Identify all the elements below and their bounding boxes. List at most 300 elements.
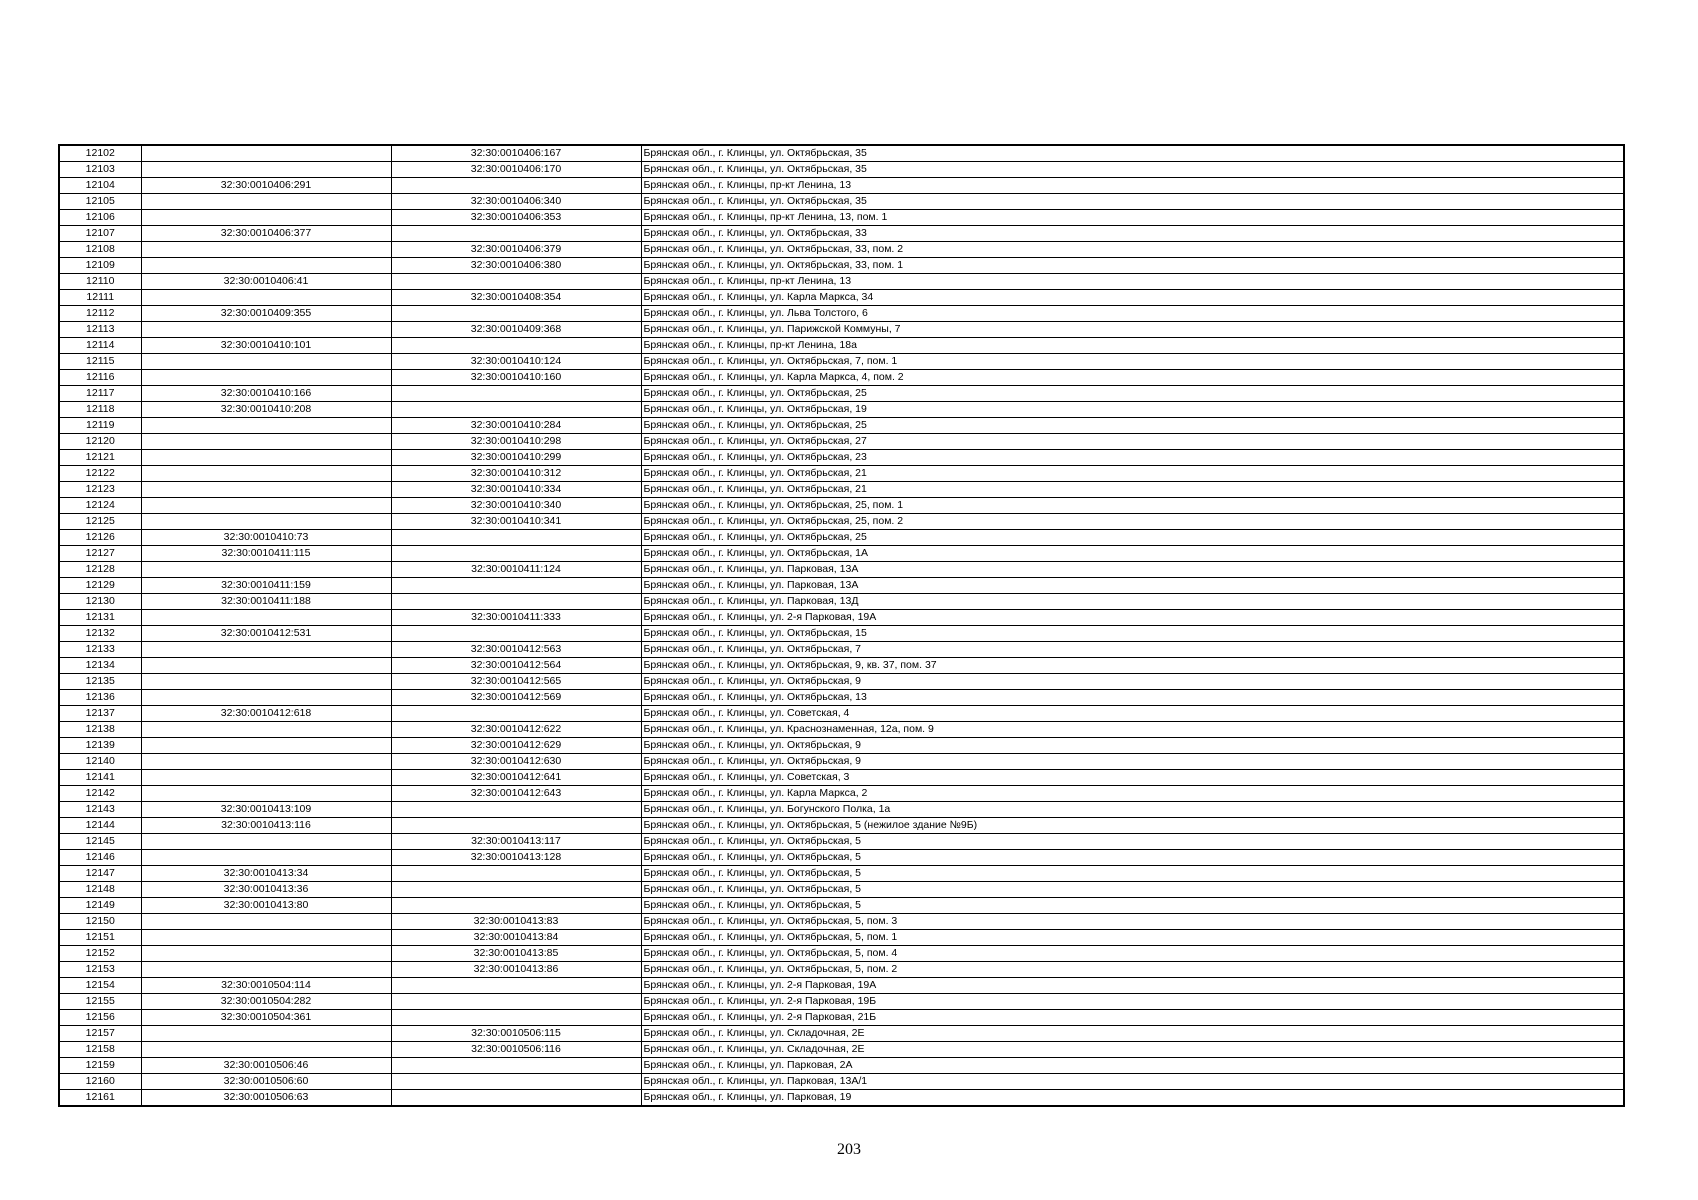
table-row xyxy=(59,354,1624,370)
cadastral-number-cell: 32:30:0010413:109 xyxy=(141,802,391,818)
table-row xyxy=(59,210,1624,226)
address-cell: Брянская обл., г. Клинцы, ул. Октябрьская, 9 xyxy=(641,674,1624,690)
address-cell: Брянская обл., г. Клинцы, ул. Льва Толстого, 6 xyxy=(641,306,1624,322)
table-row xyxy=(59,418,1624,434)
table-row xyxy=(59,866,1624,882)
row-number-cell: 12147 xyxy=(59,866,141,882)
row-number-cell: 12141 xyxy=(59,770,141,786)
row-number-cell: 12121 xyxy=(59,450,141,466)
cadastral-number-alt-cell xyxy=(391,402,641,418)
table-row xyxy=(59,498,1624,514)
cadastral-number-alt-cell xyxy=(391,386,641,402)
table-row xyxy=(59,818,1624,834)
cadastral-number-cell xyxy=(141,562,391,578)
address-cell: Брянская обл., г. Клинцы, ул. Октябрьская, 1А xyxy=(641,546,1624,562)
row-number-cell: 12104 xyxy=(59,178,141,194)
table-row xyxy=(59,290,1624,306)
cadastral-number-cell xyxy=(141,482,391,498)
cadastral-number-cell: 32:30:0010411:115 xyxy=(141,546,391,562)
table-row xyxy=(59,482,1624,498)
row-number-cell: 12126 xyxy=(59,530,141,546)
address-cell: Брянская обл., г. Клинцы, ул. Октябрьская, 9 xyxy=(641,754,1624,770)
address-cell: Брянская обл., г. Клинцы, ул. 2-я Парковая, 19А xyxy=(641,978,1624,994)
cadastral-number-alt-cell: 32:30:0010410:284 xyxy=(391,418,641,434)
row-number-cell: 12160 xyxy=(59,1074,141,1090)
row-number-cell: 12148 xyxy=(59,882,141,898)
cadastral-number-cell: 32:30:0010406:41 xyxy=(141,274,391,290)
cadastral-number-alt-cell xyxy=(391,882,641,898)
cadastral-number-cell xyxy=(141,722,391,738)
row-number-cell: 12127 xyxy=(59,546,141,562)
cadastral-number-cell xyxy=(141,738,391,754)
row-number-cell: 12102 xyxy=(59,145,141,162)
cadastral-number-cell xyxy=(141,1026,391,1042)
cadastral-number-cell xyxy=(141,322,391,338)
cadastral-number-cell: 32:30:0010413:34 xyxy=(141,866,391,882)
cadastral-number-alt-cell: 32:30:0010412:629 xyxy=(391,738,641,754)
address-cell: Брянская обл., г. Клинцы, ул. Складочная, 2Е xyxy=(641,1026,1624,1042)
address-cell: Брянская обл., г. Клинцы, ул. 2-я Парковая, 19А xyxy=(641,610,1624,626)
table-row xyxy=(59,978,1624,994)
address-cell: Брянская обл., г. Клинцы, ул. Парковая, 13А xyxy=(641,562,1624,578)
address-cell: Брянская обл., г. Клинцы, ул. Октябрьская, 13 xyxy=(641,690,1624,706)
table-row xyxy=(59,1058,1624,1074)
table-row xyxy=(59,258,1624,274)
table-row xyxy=(59,514,1624,530)
row-number-cell: 12114 xyxy=(59,338,141,354)
cadastral-number-cell xyxy=(141,674,391,690)
cadastral-number-alt-cell: 32:30:0010406:167 xyxy=(391,145,641,162)
row-number-cell: 12151 xyxy=(59,930,141,946)
cadastral-number-alt-cell: 32:30:0010410:299 xyxy=(391,450,641,466)
address-cell: Брянская обл., г. Клинцы, ул. Октябрьская, 21 xyxy=(641,482,1624,498)
row-number-cell: 12135 xyxy=(59,674,141,690)
address-cell: Брянская обл., г. Клинцы, пр-кт Ленина, 18а xyxy=(641,338,1624,354)
cadastral-number-cell xyxy=(141,962,391,978)
row-number-cell: 12129 xyxy=(59,578,141,594)
table-row xyxy=(59,738,1624,754)
table-row xyxy=(59,722,1624,738)
cadastral-number-cell xyxy=(141,754,391,770)
cadastral-number-alt-cell xyxy=(391,706,641,722)
row-number-cell: 12140 xyxy=(59,754,141,770)
address-cell: Брянская обл., г. Клинцы, ул. Октябрьская, 5, пом. 1 xyxy=(641,930,1624,946)
address-cell: Брянская обл., г. Клинцы, ул. Октябрьская, 9, кв. 37, пом. 37 xyxy=(641,658,1624,674)
row-number-cell: 12107 xyxy=(59,226,141,242)
row-number-cell: 12123 xyxy=(59,482,141,498)
cadastral-number-alt-cell: 32:30:0010413:84 xyxy=(391,930,641,946)
table-row xyxy=(59,226,1624,242)
cadastral-number-alt-cell: 32:30:0010412:622 xyxy=(391,722,641,738)
address-cell: Брянская обл., г. Клинцы, ул. 2-я Парковая, 19Б xyxy=(641,994,1624,1010)
cadastral-number-cell: 32:30:0010410:166 xyxy=(141,386,391,402)
cadastral-number-alt-cell: 32:30:0010411:333 xyxy=(391,610,641,626)
address-cell: Брянская обл., г. Клинцы, ул. Краснознаменная, 12а, пом. 9 xyxy=(641,722,1624,738)
cadastral-number-alt-cell: 32:30:0010413:128 xyxy=(391,850,641,866)
cadastral-number-cell: 32:30:0010412:531 xyxy=(141,626,391,642)
cadastral-number-cell: 32:30:0010506:46 xyxy=(141,1058,391,1074)
row-number-cell: 12157 xyxy=(59,1026,141,1042)
row-number-cell: 12158 xyxy=(59,1042,141,1058)
cadastral-number-alt-cell: 32:30:0010410:124 xyxy=(391,354,641,370)
cadastral-number-cell xyxy=(141,354,391,370)
cadastral-number-cell xyxy=(141,498,391,514)
row-number-cell: 12111 xyxy=(59,290,141,306)
table-row xyxy=(59,1074,1624,1090)
table-row xyxy=(59,962,1624,978)
address-cell: Брянская обл., г. Клинцы, ул. Октябрьская, 35 xyxy=(641,194,1624,210)
cadastral-number-alt-cell: 32:30:0010506:115 xyxy=(391,1026,641,1042)
cadastral-number-cell: 32:30:0010504:282 xyxy=(141,994,391,1010)
row-number-cell: 12103 xyxy=(59,162,141,178)
address-cell: Брянская обл., г. Клинцы, ул. Октябрьская, 5, пом. 2 xyxy=(641,962,1624,978)
address-cell: Брянская обл., г. Клинцы, ул. Советская, 3 xyxy=(641,770,1624,786)
cadastral-number-alt-cell: 32:30:0010406:353 xyxy=(391,210,641,226)
address-cell: Брянская обл., г. Клинцы, ул. Октябрьская, 33, пом. 1 xyxy=(641,258,1624,274)
cadastral-number-alt-cell xyxy=(391,866,641,882)
row-number-cell: 12124 xyxy=(59,498,141,514)
cadastral-number-alt-cell xyxy=(391,274,641,290)
cadastral-number-alt-cell xyxy=(391,1058,641,1074)
row-number-cell: 12112 xyxy=(59,306,141,322)
cadastral-number-cell: 32:30:0010409:355 xyxy=(141,306,391,322)
cadastral-number-cell: 32:30:0010413:80 xyxy=(141,898,391,914)
row-number-cell: 12120 xyxy=(59,434,141,450)
address-cell: Брянская обл., г. Клинцы, ул. Октябрьская, 5 xyxy=(641,882,1624,898)
table-row xyxy=(59,626,1624,642)
row-number-cell: 12117 xyxy=(59,386,141,402)
row-number-cell: 12132 xyxy=(59,626,141,642)
row-number-cell: 12113 xyxy=(59,322,141,338)
table-row xyxy=(59,1090,1624,1107)
address-cell: Брянская обл., г. Клинцы, ул. Парковая, 13А xyxy=(641,578,1624,594)
table-row xyxy=(59,754,1624,770)
address-cell: Брянская обл., г. Клинцы, ул. Карла Маркса, 2 xyxy=(641,786,1624,802)
table-row xyxy=(59,562,1624,578)
row-number-cell: 12108 xyxy=(59,242,141,258)
cadastral-number-cell: 32:30:0010413:36 xyxy=(141,882,391,898)
row-number-cell: 12134 xyxy=(59,658,141,674)
address-cell: Брянская обл., г. Клинцы, ул. Октябрьская, 21 xyxy=(641,466,1624,482)
row-number-cell: 12109 xyxy=(59,258,141,274)
cadastral-number-cell: 32:30:0010406:291 xyxy=(141,178,391,194)
cadastral-number-alt-cell xyxy=(391,1010,641,1026)
cadastral-number-cell xyxy=(141,850,391,866)
table-row xyxy=(59,402,1624,418)
table-row xyxy=(59,706,1624,722)
cadastral-number-alt-cell: 32:30:0010406:379 xyxy=(391,242,641,258)
cadastral-number-alt-cell: 32:30:0010413:86 xyxy=(391,962,641,978)
table-row xyxy=(59,450,1624,466)
cadastral-number-alt-cell xyxy=(391,898,641,914)
row-number-cell: 12155 xyxy=(59,994,141,1010)
address-cell: Брянская обл., г. Клинцы, ул. Октябрьская, 35 xyxy=(641,145,1624,162)
row-number-cell: 12149 xyxy=(59,898,141,914)
registry-table-body xyxy=(59,145,1624,1106)
row-number-cell: 12153 xyxy=(59,962,141,978)
cadastral-number-cell: 32:30:0010410:101 xyxy=(141,338,391,354)
cadastral-number-alt-cell: 32:30:0010410:298 xyxy=(391,434,641,450)
table-row xyxy=(59,338,1624,354)
address-cell: Брянская обл., г. Клинцы, ул. Парковая, 19 xyxy=(641,1090,1624,1107)
table-row xyxy=(59,162,1624,178)
cadastral-number-cell xyxy=(141,210,391,226)
row-number-cell: 12138 xyxy=(59,722,141,738)
row-number-cell: 12105 xyxy=(59,194,141,210)
table-row xyxy=(59,658,1624,674)
cadastral-number-cell xyxy=(141,418,391,434)
page-number: 203 xyxy=(837,1141,861,1158)
cadastral-number-alt-cell xyxy=(391,818,641,834)
cadastral-number-cell: 32:30:0010411:188 xyxy=(141,594,391,610)
cadastral-number-alt-cell: 32:30:0010412:565 xyxy=(391,674,641,690)
address-cell: Брянская обл., г. Клинцы, ул. Октябрьская, 33, пом. 2 xyxy=(641,242,1624,258)
row-number-cell: 12131 xyxy=(59,610,141,626)
cadastral-number-alt-cell: 32:30:0010410:160 xyxy=(391,370,641,386)
row-number-cell: 12139 xyxy=(59,738,141,754)
row-number-cell: 12159 xyxy=(59,1058,141,1074)
cadastral-number-cell xyxy=(141,242,391,258)
cadastral-number-alt-cell: 32:30:0010411:124 xyxy=(391,562,641,578)
cadastral-number-cell xyxy=(141,786,391,802)
cadastral-number-alt-cell xyxy=(391,530,641,546)
row-number-cell: 12118 xyxy=(59,402,141,418)
address-cell: Брянская обл., г. Клинцы, ул. Парковая, 13А/1 xyxy=(641,1074,1624,1090)
row-number-cell: 12156 xyxy=(59,1010,141,1026)
cadastral-number-alt-cell: 32:30:0010412:569 xyxy=(391,690,641,706)
cadastral-number-alt-cell: 32:30:0010412:563 xyxy=(391,642,641,658)
cadastral-number-cell xyxy=(141,930,391,946)
cadastral-number-alt-cell xyxy=(391,994,641,1010)
address-cell: Брянская обл., г. Клинцы, ул. Карла Маркса, 34 xyxy=(641,290,1624,306)
cadastral-number-cell xyxy=(141,770,391,786)
cadastral-number-alt-cell: 32:30:0010413:83 xyxy=(391,914,641,930)
row-number-cell: 12115 xyxy=(59,354,141,370)
row-number-cell: 12128 xyxy=(59,562,141,578)
cadastral-number-alt-cell: 32:30:0010412:641 xyxy=(391,770,641,786)
address-cell: Брянская обл., г. Клинцы, ул. Октябрьская, 5 xyxy=(641,850,1624,866)
row-number-cell: 12136 xyxy=(59,690,141,706)
row-number-cell: 12145 xyxy=(59,834,141,850)
cadastral-number-alt-cell: 32:30:0010406:340 xyxy=(391,194,641,210)
table-row xyxy=(59,802,1624,818)
address-cell: Брянская обл., г. Клинцы, ул. Октябрьская, 25, пом. 2 xyxy=(641,514,1624,530)
address-cell: Брянская обл., г. Клинцы, ул. Октябрьская, 27 xyxy=(641,434,1624,450)
address-cell: Брянская обл., г. Клинцы, ул. Октябрьская, 15 xyxy=(641,626,1624,642)
cadastral-number-alt-cell: 32:30:0010410:341 xyxy=(391,514,641,530)
cadastral-number-cell: 32:30:0010411:159 xyxy=(141,578,391,594)
address-cell: Брянская обл., г. Клинцы, ул. Богунского Полка, 1а xyxy=(641,802,1624,818)
address-cell: Брянская обл., г. Клинцы, ул. Советская, 4 xyxy=(641,706,1624,722)
cadastral-number-alt-cell: 32:30:0010410:340 xyxy=(391,498,641,514)
table-row xyxy=(59,1042,1624,1058)
table-row xyxy=(59,546,1624,562)
table-row xyxy=(59,882,1624,898)
table-row xyxy=(59,1010,1624,1026)
address-cell: Брянская обл., г. Клинцы, ул. Карла Маркса, 4, пом. 2 xyxy=(641,370,1624,386)
address-cell: Брянская обл., г. Клинцы, ул. Октябрьская, 5, пом. 4 xyxy=(641,946,1624,962)
cadastral-number-cell: 32:30:0010504:114 xyxy=(141,978,391,994)
cadastral-number-cell: 32:30:0010413:116 xyxy=(141,818,391,834)
table-row xyxy=(59,242,1624,258)
row-number-cell: 12154 xyxy=(59,978,141,994)
cadastral-number-cell xyxy=(141,434,391,450)
cadastral-number-alt-cell xyxy=(391,1074,641,1090)
cadastral-number-alt-cell: 32:30:0010406:380 xyxy=(391,258,641,274)
row-number-cell: 12146 xyxy=(59,850,141,866)
cadastral-number-alt-cell xyxy=(391,338,641,354)
address-cell: Брянская обл., г. Клинцы, ул. Октябрьская, 5, пом. 3 xyxy=(641,914,1624,930)
address-cell: Брянская обл., г. Клинцы, ул. Октябрьская, 35 xyxy=(641,162,1624,178)
cadastral-number-alt-cell xyxy=(391,578,641,594)
row-number-cell: 12137 xyxy=(59,706,141,722)
address-cell: Брянская обл., г. Клинцы, ул. 2-я Парковая, 21Б xyxy=(641,1010,1624,1026)
row-number-cell: 12150 xyxy=(59,914,141,930)
cadastral-number-cell: 32:30:0010412:618 xyxy=(141,706,391,722)
address-cell: Брянская обл., г. Клинцы, ул. Октябрьская, 7 xyxy=(641,642,1624,658)
address-cell: Брянская обл., г. Клинцы, ул. Парковая, 2А xyxy=(641,1058,1624,1074)
cadastral-number-alt-cell: 32:30:0010413:85 xyxy=(391,946,641,962)
table-row xyxy=(59,178,1624,194)
cadastral-number-cell: 32:30:0010410:73 xyxy=(141,530,391,546)
cadastral-number-alt-cell xyxy=(391,546,641,562)
cadastral-number-cell: 32:30:0010410:208 xyxy=(141,402,391,418)
address-cell: Брянская обл., г. Клинцы, ул. Октябрьская, 25, пом. 1 xyxy=(641,498,1624,514)
table-row xyxy=(59,530,1624,546)
table-row xyxy=(59,322,1624,338)
cadastral-number-cell xyxy=(141,194,391,210)
property-registry-table xyxy=(58,144,1625,1107)
row-number-cell: 12133 xyxy=(59,642,141,658)
table-row xyxy=(59,466,1624,482)
cadastral-number-alt-cell: 32:30:0010410:334 xyxy=(391,482,641,498)
row-number-cell: 12152 xyxy=(59,946,141,962)
table-row xyxy=(59,770,1624,786)
cadastral-number-cell xyxy=(141,914,391,930)
row-number-cell: 12144 xyxy=(59,818,141,834)
table-row xyxy=(59,994,1624,1010)
table-row xyxy=(59,850,1624,866)
cadastral-number-cell xyxy=(141,642,391,658)
cadastral-number-cell xyxy=(141,514,391,530)
cadastral-number-alt-cell xyxy=(391,594,641,610)
cadastral-number-alt-cell: 32:30:0010506:116 xyxy=(391,1042,641,1058)
cadastral-number-cell xyxy=(141,162,391,178)
cadastral-number-alt-cell: 32:30:0010412:564 xyxy=(391,658,641,674)
address-cell: Брянская обл., г. Клинцы, ул. Октябрьская, 5 xyxy=(641,834,1624,850)
cadastral-number-alt-cell: 32:30:0010408:354 xyxy=(391,290,641,306)
row-number-cell: 12161 xyxy=(59,1090,141,1107)
row-number-cell: 12116 xyxy=(59,370,141,386)
table-row xyxy=(59,370,1624,386)
cadastral-number-cell xyxy=(141,834,391,850)
cadastral-number-alt-cell: 32:30:0010412:630 xyxy=(391,754,641,770)
address-cell: Брянская обл., г. Клинцы, ул. Октябрьская, 33 xyxy=(641,226,1624,242)
cadastral-number-cell: 32:30:0010504:361 xyxy=(141,1010,391,1026)
cadastral-number-cell: 32:30:0010406:377 xyxy=(141,226,391,242)
cadastral-number-alt-cell xyxy=(391,978,641,994)
address-cell: Брянская обл., г. Клинцы, пр-кт Ленина, 13, пом. 1 xyxy=(641,210,1624,226)
address-cell: Брянская обл., г. Клинцы, ул. Октябрьская, 9 xyxy=(641,738,1624,754)
row-number-cell: 12143 xyxy=(59,802,141,818)
cadastral-number-cell xyxy=(141,946,391,962)
row-number-cell: 12122 xyxy=(59,466,141,482)
table-row xyxy=(59,786,1624,802)
cadastral-number-cell xyxy=(141,610,391,626)
address-cell: Брянская обл., г. Клинцы, ул. Парковая, 13Д xyxy=(641,594,1624,610)
table-row xyxy=(59,386,1624,402)
cadastral-number-alt-cell xyxy=(391,178,641,194)
row-number-cell: 12130 xyxy=(59,594,141,610)
cadastral-number-cell: 32:30:0010506:60 xyxy=(141,1074,391,1090)
address-cell: Брянская обл., г. Клинцы, ул. Октябрьская, 7, пом. 1 xyxy=(641,354,1624,370)
address-cell: Брянская обл., г. Клинцы, ул. Парижской Коммуны, 7 xyxy=(641,322,1624,338)
address-cell: Брянская обл., г. Клинцы, ул. Октябрьская, 5 (нежилое здание №9Б) xyxy=(641,818,1624,834)
table-row xyxy=(59,914,1624,930)
address-cell: Брянская обл., г. Клинцы, ул. Октябрьская, 5 xyxy=(641,866,1624,882)
cadastral-number-alt-cell: 32:30:0010410:312 xyxy=(391,466,641,482)
cadastral-number-cell xyxy=(141,1042,391,1058)
row-number-cell: 12125 xyxy=(59,514,141,530)
cadastral-number-cell xyxy=(141,258,391,274)
table-row xyxy=(59,194,1624,210)
cadastral-number-alt-cell xyxy=(391,626,641,642)
row-number-cell: 12110 xyxy=(59,274,141,290)
table-row xyxy=(59,930,1624,946)
cadastral-number-cell xyxy=(141,466,391,482)
cadastral-number-cell xyxy=(141,370,391,386)
address-cell: Брянская обл., г. Клинцы, ул. Октябрьская, 25 xyxy=(641,386,1624,402)
address-cell: Брянская обл., г. Клинцы, ул. Складочная, 2Е xyxy=(641,1042,1624,1058)
row-number-cell: 12119 xyxy=(59,418,141,434)
address-cell: Брянская обл., г. Клинцы, ул. Октябрьская, 25 xyxy=(641,530,1624,546)
cadastral-number-cell xyxy=(141,290,391,306)
cadastral-number-alt-cell: 32:30:0010412:643 xyxy=(391,786,641,802)
cadastral-number-cell xyxy=(141,145,391,162)
cadastral-number-cell xyxy=(141,658,391,674)
address-cell: Брянская обл., г. Клинцы, пр-кт Ленина, 13 xyxy=(641,178,1624,194)
cadastral-number-alt-cell xyxy=(391,802,641,818)
table-row xyxy=(59,898,1624,914)
table-row xyxy=(59,610,1624,626)
table-row xyxy=(59,690,1624,706)
table-row xyxy=(59,594,1624,610)
address-cell: Брянская обл., г. Клинцы, пр-кт Ленина, 13 xyxy=(641,274,1624,290)
table-row xyxy=(59,306,1624,322)
address-cell: Брянская обл., г. Клинцы, ул. Октябрьская, 5 xyxy=(641,898,1624,914)
address-cell: Брянская обл., г. Клинцы, ул. Октябрьская, 25 xyxy=(641,418,1624,434)
cadastral-number-alt-cell xyxy=(391,226,641,242)
cadastral-number-alt-cell: 32:30:0010406:170 xyxy=(391,162,641,178)
table-row xyxy=(59,578,1624,594)
row-number-cell: 12106 xyxy=(59,210,141,226)
table-row xyxy=(59,642,1624,658)
address-cell: Брянская обл., г. Клинцы, ул. Октябрьская, 23 xyxy=(641,450,1624,466)
table-row xyxy=(59,274,1624,290)
cadastral-number-alt-cell xyxy=(391,306,641,322)
table-row xyxy=(59,946,1624,962)
table-row xyxy=(59,145,1624,162)
row-number-cell: 12142 xyxy=(59,786,141,802)
table-row xyxy=(59,1026,1624,1042)
cadastral-number-alt-cell: 32:30:0010409:368 xyxy=(391,322,641,338)
cadastral-number-cell: 32:30:0010506:63 xyxy=(141,1090,391,1107)
cadastral-number-cell xyxy=(141,450,391,466)
cadastral-number-alt-cell: 32:30:0010413:117 xyxy=(391,834,641,850)
table-row xyxy=(59,834,1624,850)
address-cell: Брянская обл., г. Клинцы, ул. Октябрьская, 19 xyxy=(641,402,1624,418)
cadastral-number-cell xyxy=(141,690,391,706)
